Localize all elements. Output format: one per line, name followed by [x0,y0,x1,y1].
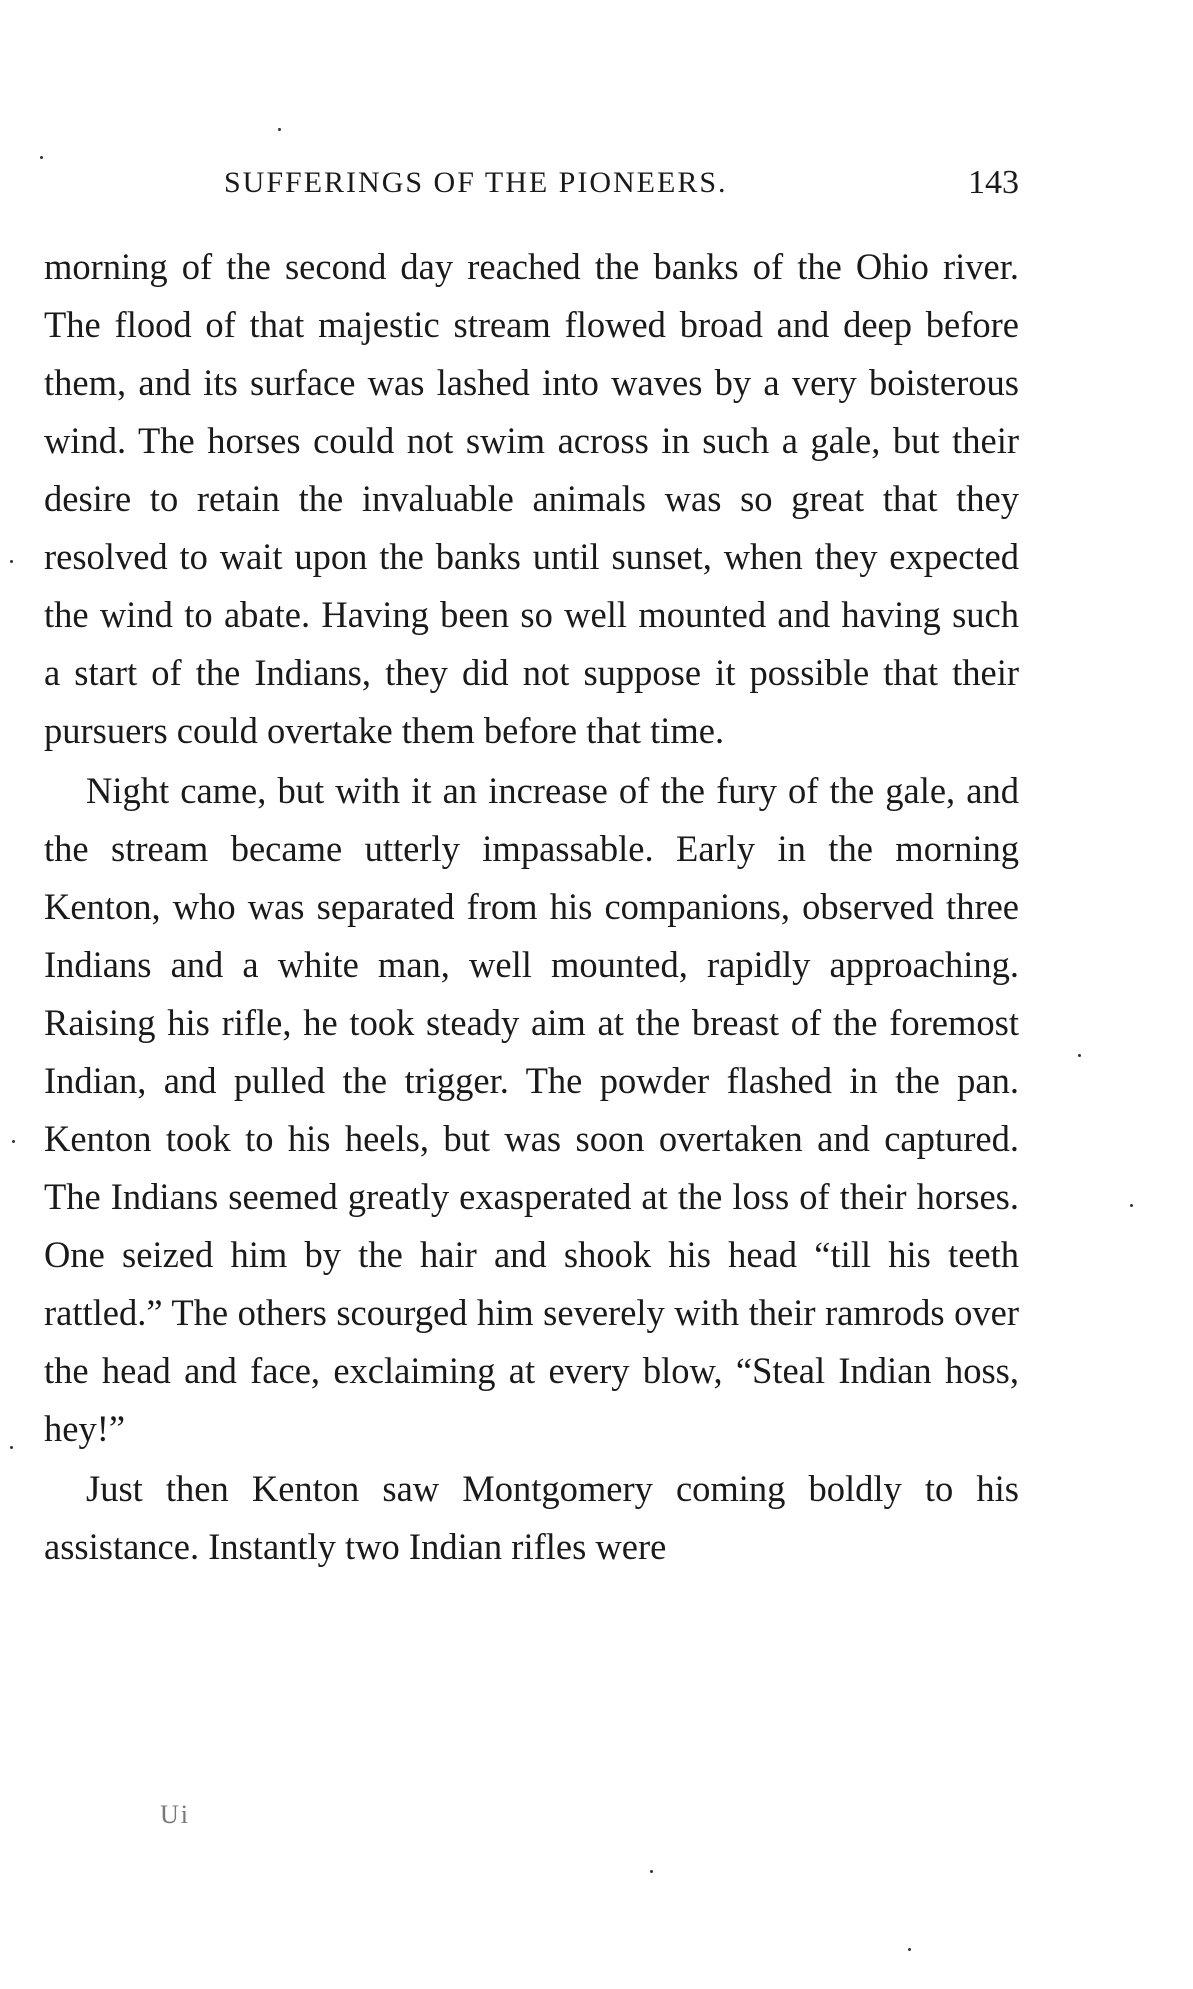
page-number: 143 [968,164,1019,201]
running-head [44,158,1019,208]
scan-speck [10,560,13,563]
paragraph-2: Night came, but with it an increase of the fury of the gale, and the stream became utterly impassable. Early in the morning Kenton, who was separated from his companions, observed three Indians and a white man, well mounted, rapidly approaching. Raising his rifle, he took steady aim at the breast of the foremost Indian, and pulled the trigger. The powder flashed in the pan. Kenton took to his heels, but was soon overtaken and captured. The Indians seemed greatly exasperated at the loss of their horses. One seized him by the hair and shook his head “till his teeth rattled.” The others scourged him severely with their ramrods over the head and face, exclaiming at every blow, “Steal Indian hoss, hey!” [44,770,1019,1449]
scan-speck [40,156,43,159]
running-title: SUFFERINGS OF THE PIONEERS. [224,166,728,199]
body-text [44,238,1019,1578]
scan-speck [908,1948,911,1951]
scan-speck [650,1870,653,1873]
paragraph-3: Just then Kenton saw Montgomery coming boldly to his assistance. Instantly two Indian rifles were [44,1468,1019,1567]
scan-speck [10,1446,13,1449]
scan-speck [1078,1054,1081,1057]
signature-marks: Ui [160,1800,190,1829]
scan-speck [1130,1204,1133,1207]
scan-speck [278,128,281,131]
scan-speck [12,1140,15,1143]
paragraph-1: morning of the second day reached the banks of the Ohio river. The flood of that majestic stream flowed broad and deep before them, and its surface was lashed into waves by a very boisterous wind. The horses could not swim across in such a gale, but their desire to retain the invaluable animals was so great that they resolved to wait upon the banks until sunset, when they expected the wind to abate. Having been so well mounted and having such a start of the Indians, they did not suppose it possible that their pursuers could overtake them before that time. [44,246,1019,751]
